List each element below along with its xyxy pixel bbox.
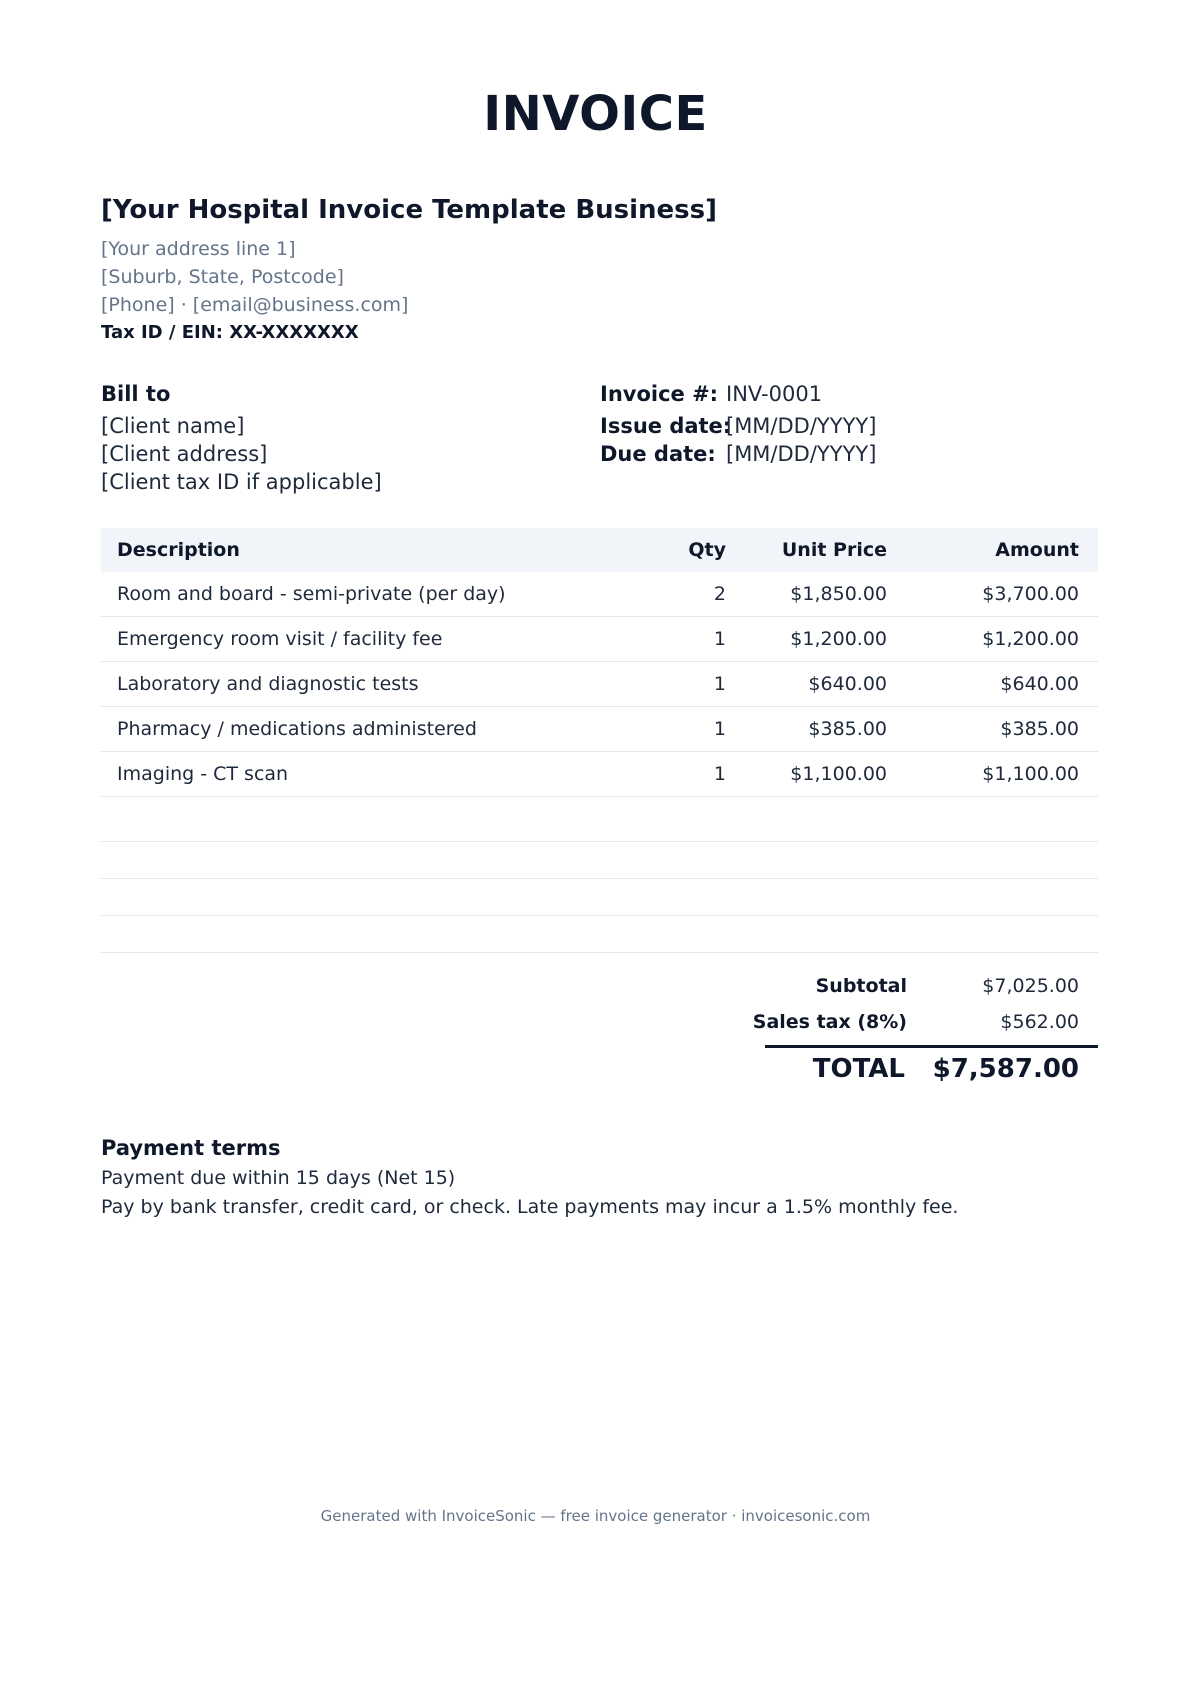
payment-terms-heading: Payment terms [101,1136,281,1160]
row-description: Room and board - semi-private (per day) [117,583,506,605]
header-amount: Amount [995,539,1079,561]
table-header [101,528,1098,572]
client-tax-id: [Client tax ID if applicable] [101,470,382,494]
empty-table-row [101,916,1098,953]
empty-table-row [101,797,1098,842]
footer-credit: Generated with InvoiceSonic — free invoice generator · invoicesonic.com [320,1507,871,1525]
invoice-title: INVOICE [483,86,708,142]
table-row [101,707,1098,752]
business-contact: [Phone] · [email@business.com] [101,294,409,316]
sales-tax-value: $562.00 [1000,1011,1079,1033]
row-unit-price: $640.00 [808,673,887,695]
total-divider [765,1045,1098,1048]
row-qty: 1 [713,763,726,785]
business-address-line-2: [Suburb, State, Postcode] [101,266,344,288]
payment-terms-line-1: Payment due within 15 days (Net 15) [101,1167,456,1189]
row-unit-price: $385.00 [808,718,887,740]
invoice-number-value: INV-0001 [726,382,823,406]
business-address-line-1: [Your address line 1] [101,238,296,260]
row-description: Laboratory and diagnostic tests [117,673,419,695]
bill-to-heading: Bill to [101,382,171,406]
table-row [101,617,1098,662]
row-qty: 1 [713,718,726,740]
payment-terms-line-2: Pay by bank transfer, credit card, or check. Late payments may incur a 1.5% monthly fee. [101,1196,959,1218]
issue-date-value: [MM/DD/YYYY] [726,414,877,438]
row-amount: $1,100.00 [982,763,1079,785]
empty-table-row [101,879,1098,916]
row-qty: 1 [713,628,726,650]
subtotal-label: Subtotal [815,975,907,997]
header-qty: Qty [688,539,726,561]
row-amount: $385.00 [1000,718,1079,740]
business-name: [Your Hospital Invoice Template Business] [101,195,718,225]
issue-date-label: Issue date: [600,414,732,438]
row-description: Imaging - CT scan [117,763,289,785]
row-amount: $1,200.00 [982,628,1079,650]
total-label: TOTAL [812,1054,905,1084]
row-unit-price: $1,100.00 [790,763,887,785]
business-tax-id: Tax ID / EIN: XX-XXXXXXX [101,322,359,343]
due-date-value: [MM/DD/YYYY] [726,442,877,466]
invoice-number-label: Invoice #: [600,382,719,406]
header-description: Description [117,539,240,561]
line-items-table [101,528,1098,953]
table-row [101,572,1098,617]
client-address: [Client address] [101,442,268,466]
header-unit-price: Unit Price [781,539,887,561]
row-unit-price: $1,850.00 [790,583,887,605]
sales-tax-label: Sales tax (8%) [752,1011,907,1033]
due-date-label: Due date: [600,442,716,466]
row-qty: 2 [713,583,726,605]
table-row [101,752,1098,797]
row-description: Emergency room visit / facility fee [117,628,443,650]
empty-table-row [101,842,1098,879]
subtotal-value: $7,025.00 [982,975,1079,997]
total-value: $7,587.00 [932,1054,1079,1084]
row-description: Pharmacy / medications administered [117,718,477,740]
client-name: [Client name] [101,414,245,438]
table-row [101,662,1098,707]
row-qty: 1 [713,673,726,695]
row-unit-price: $1,200.00 [790,628,887,650]
row-amount: $3,700.00 [982,583,1079,605]
row-amount: $640.00 [1000,673,1079,695]
